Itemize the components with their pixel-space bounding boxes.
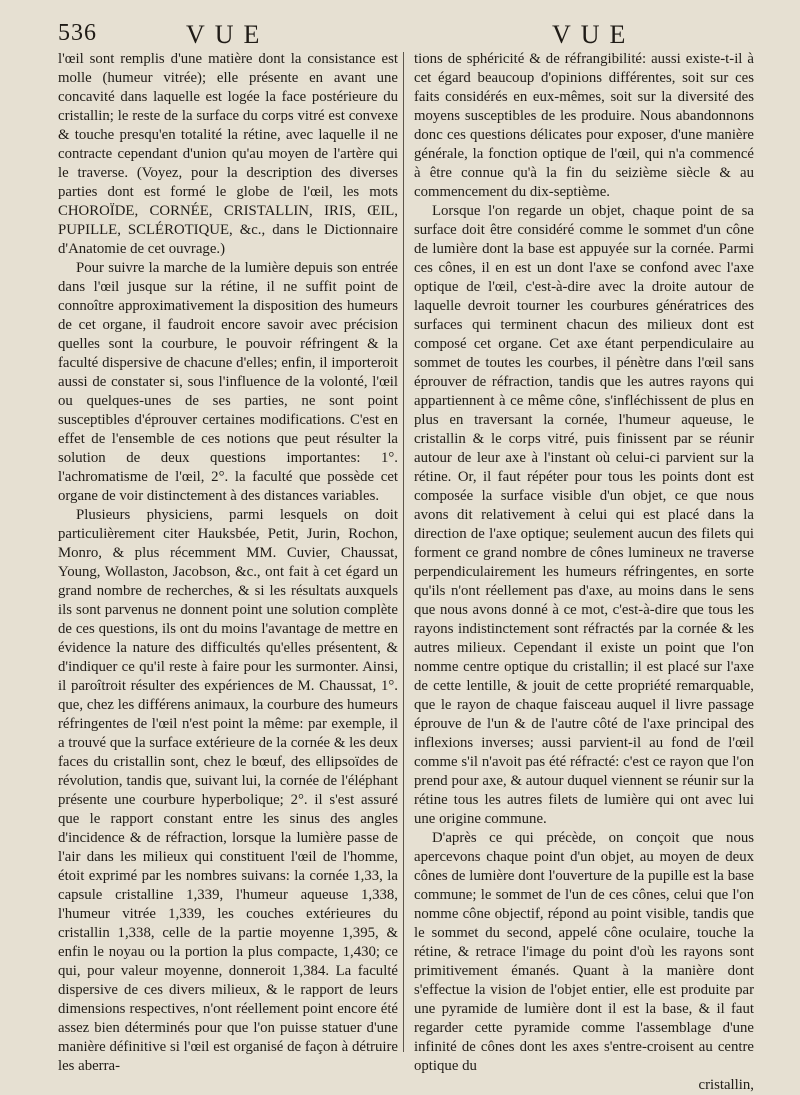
text-columns [0,50,800,1093]
paragraph: D'après ce qui précède, on conçoit que nous apercevons chaque point d'un objet, au moyen de deux cônes de lumière dont l'ouverture de la pupille est la base commune; le sommet de l'un de ces cônes, celui que l'on nomme cône objectif, répond au point visible, tandis que le sommet du second, appelé cône oculaire, touche la rétine, & retrace l'image du point d'où les rayons sont primitivement émanés. Quant à la manière dont s'effectue la vision de l'objet entier, elle est produite par une pyramide de lumière dont il est la base, & il faut regarder cette pyramide comme l'assemblage d'une infinité de cônes dont les axes s'entre-croisent au centre optique du [414,830,754,1074]
catchword: cristallin, [698,1077,754,1093]
paragraph: Pour suivre la marche de la lumière depuis son entrée dans l'œil jusque sur la rétine, il ne suffit point de connoître approximativement la disposition des humeurs de cet organe, il faudroit encore savoir avec précision quelles sont la courbure, le pouvoir réfringent & la faculté dispersive de chacune d'elles; enfin, il importeroit aussi de constater si, sous l'influence de la volonté, l'œil ou quelques-unes de ses parties, ne sont point susceptibles d'éprouver certaines modifications. C'est en effet de l'ensemble de ces notions que peut résulter la solution de deux questions importantes: 1°. l'achromatisme de l'œil, 2°. la faculté que possède cet organe de voir distinctement à des distances variables. [58,260,398,504]
running-head-right: VUE [552,20,636,49]
paragraph: tions de sphéricité & de réfrangibilité: aussi existe-t-il à cet égard beaucoup d'opinions différentes, soit sur ces faits considérés en eux-mêmes, soit sur la diversité des moyens susceptibles de les produire. Nous abandonnons donc ces questions délicates pour exposer, d'une manière générale, la fonction optique de l'œil, qui n'a commencé à être connue qu'à la fin du seizième siècle & au commencement du dix-septième. [414,51,754,200]
paragraph: Lorsque l'on regarde un objet, chaque point de sa surface doit être considéré comme le sommet d'un cône de lumière dont la base est appuyée sur la cornée. Parmi ces cônes, il en est un dont l'axe se confond avec l'axe optique de l'œil, c'est-à-dire avec la droite autour de laquelle devroit tourner les courbures génératrices des surfaces qui terminent chacun des milieux dont est composé cet organe. Cet axe étant perpendiculaire au sommet de toutes les courbes, il pénètre dans l'œil sans éprouver de réfraction, tandis que les autres rayons qui appartiennent à ce même cône, s'infléchissent de plus en plus en traversant la cornée, l'humeur aqueuse, le cristallin & le corps vitré, puis finissent par se réunir autour de leur axe à l'instant où celui-ci parvient sur la rétine. Or, il faut répéter pour tous les points dont est composée la surface visible d'un objet, ce que nous avons dit relativement à celui qui est placé dans la direction de l'axe optique; seulement aucun des filets qui forment ce grand nombre de cônes lumineux ne traverse perpendiculairement les humeurs réfringentes, en sorte qu'ils n'ont réellement pas d'axe, au moins dans le sens que nous avons donné à ce mot, c'est-à-dire que tous les rayons indistinctement sont réfractés par la cornée & les autres milieux. Cependant il existe un point que l'on nomme centre optique du cristallin; il est placé sur l'axe de cette lentille, & jouit de cette propriété remarquable, que le rayon de chaque faisceau auquel il livre passage éprouve de l'un & de l'autre côté de l'axe principal des inflexions inverses; aussi parvient-il au fond de l'œil comme s'il n'avoit pas été réfracté: c'est ce rayon que l'on prend pour axe, & autour duquel viennent se réunir sur la rétine tous les autres filets de lumière qui ont avec lui une origine commune. [414,203,754,827]
page-number: 536 [58,20,97,46]
running-head [0,14,800,50]
paragraph: Plusieurs physiciens, parmi lesquels on doit particulièrement citer Hauksbée, Petit, Jurin, Rochon, Monro, & plus récemment MM. Cuvier, Chaussat, Young, Wollaston, Jacobson, &c., ont fait à cet égard un grand nombre de recherches, & si les résultats auxquels ils sont parvenus ne donnent point une solution complète de ces questions, ils ont du moins l'avantage de mettre en évidence la nature des difficultés qu'elles présentent, & d'indiquer ce qu'il reste à faire pour les surmonter. Ainsi, il paroîtroit résulter des expériences de M. Chaussat, 1°. que, chez les différens animaux, la courbure des humeurs réfringentes de l'œil n'est point la même: par exemple, il a trouvé que la surface extérieure de la cornée & les deux faces du cristallin sont, chez le bœuf, des ellipsoïdes de révolution, tandis que, suivant lui, la cornée de l'éléphant présente une courbure hyperbolique; 2°. il s'est assuré que le rapport constant entre les sinus des angles d'incidence & de réfraction, lorsque la lumière passe de l'air dans les milieux qui constituent l'œil de l'homme, étoit exprimé par les nombres suivans: la cornée 1,33, la capsule cristalline 1,339, l'humeur aqueuse 1,338, l'humeur vitrée 1,339, les couches extérieures du cristallin 1,338, celle de la partie moyenne 1,395, & enfin le noyau ou la portion la plus compacte, 1,430; ce qui, pour valeur moyenne, donneroit 1,384. La faculté dispersive de ces divers milieux, & le rapport de leurs dimensions respectives, n'ont réellement point encore été assez bien déterminés pour que l'on puisse statuer d'une manière définitive si l'œil est organisé de façon à détruire les aberra- [58,507,398,1074]
running-head-left: VUE [186,20,270,49]
paragraph: l'œil sont remplis d'une matière dont la consistance est molle (humeur vitrée); elle présente en avant une concavité dans laquelle est logée la face postérieure du cristallin; le reste de la surface du corps vitré est convexe & touche presqu'en totalité la rétine, avec laquelle il ne contracte cependant d'union qu'au moyen de l'artère qui le traverse. (Voyez, pour la description des diverses parties dont est formé le globe de l'œil, les mots CHOROÏDE, CORNÉE, CRISTALLIN, IRIS, ŒIL, PUPILLE, SCLÉROTIQUE, &c., dans le Dictionnaire d'Anatomie de cet ouvrage.) [58,51,398,257]
left-column [58,50,398,1076]
right-column [414,50,754,1095]
